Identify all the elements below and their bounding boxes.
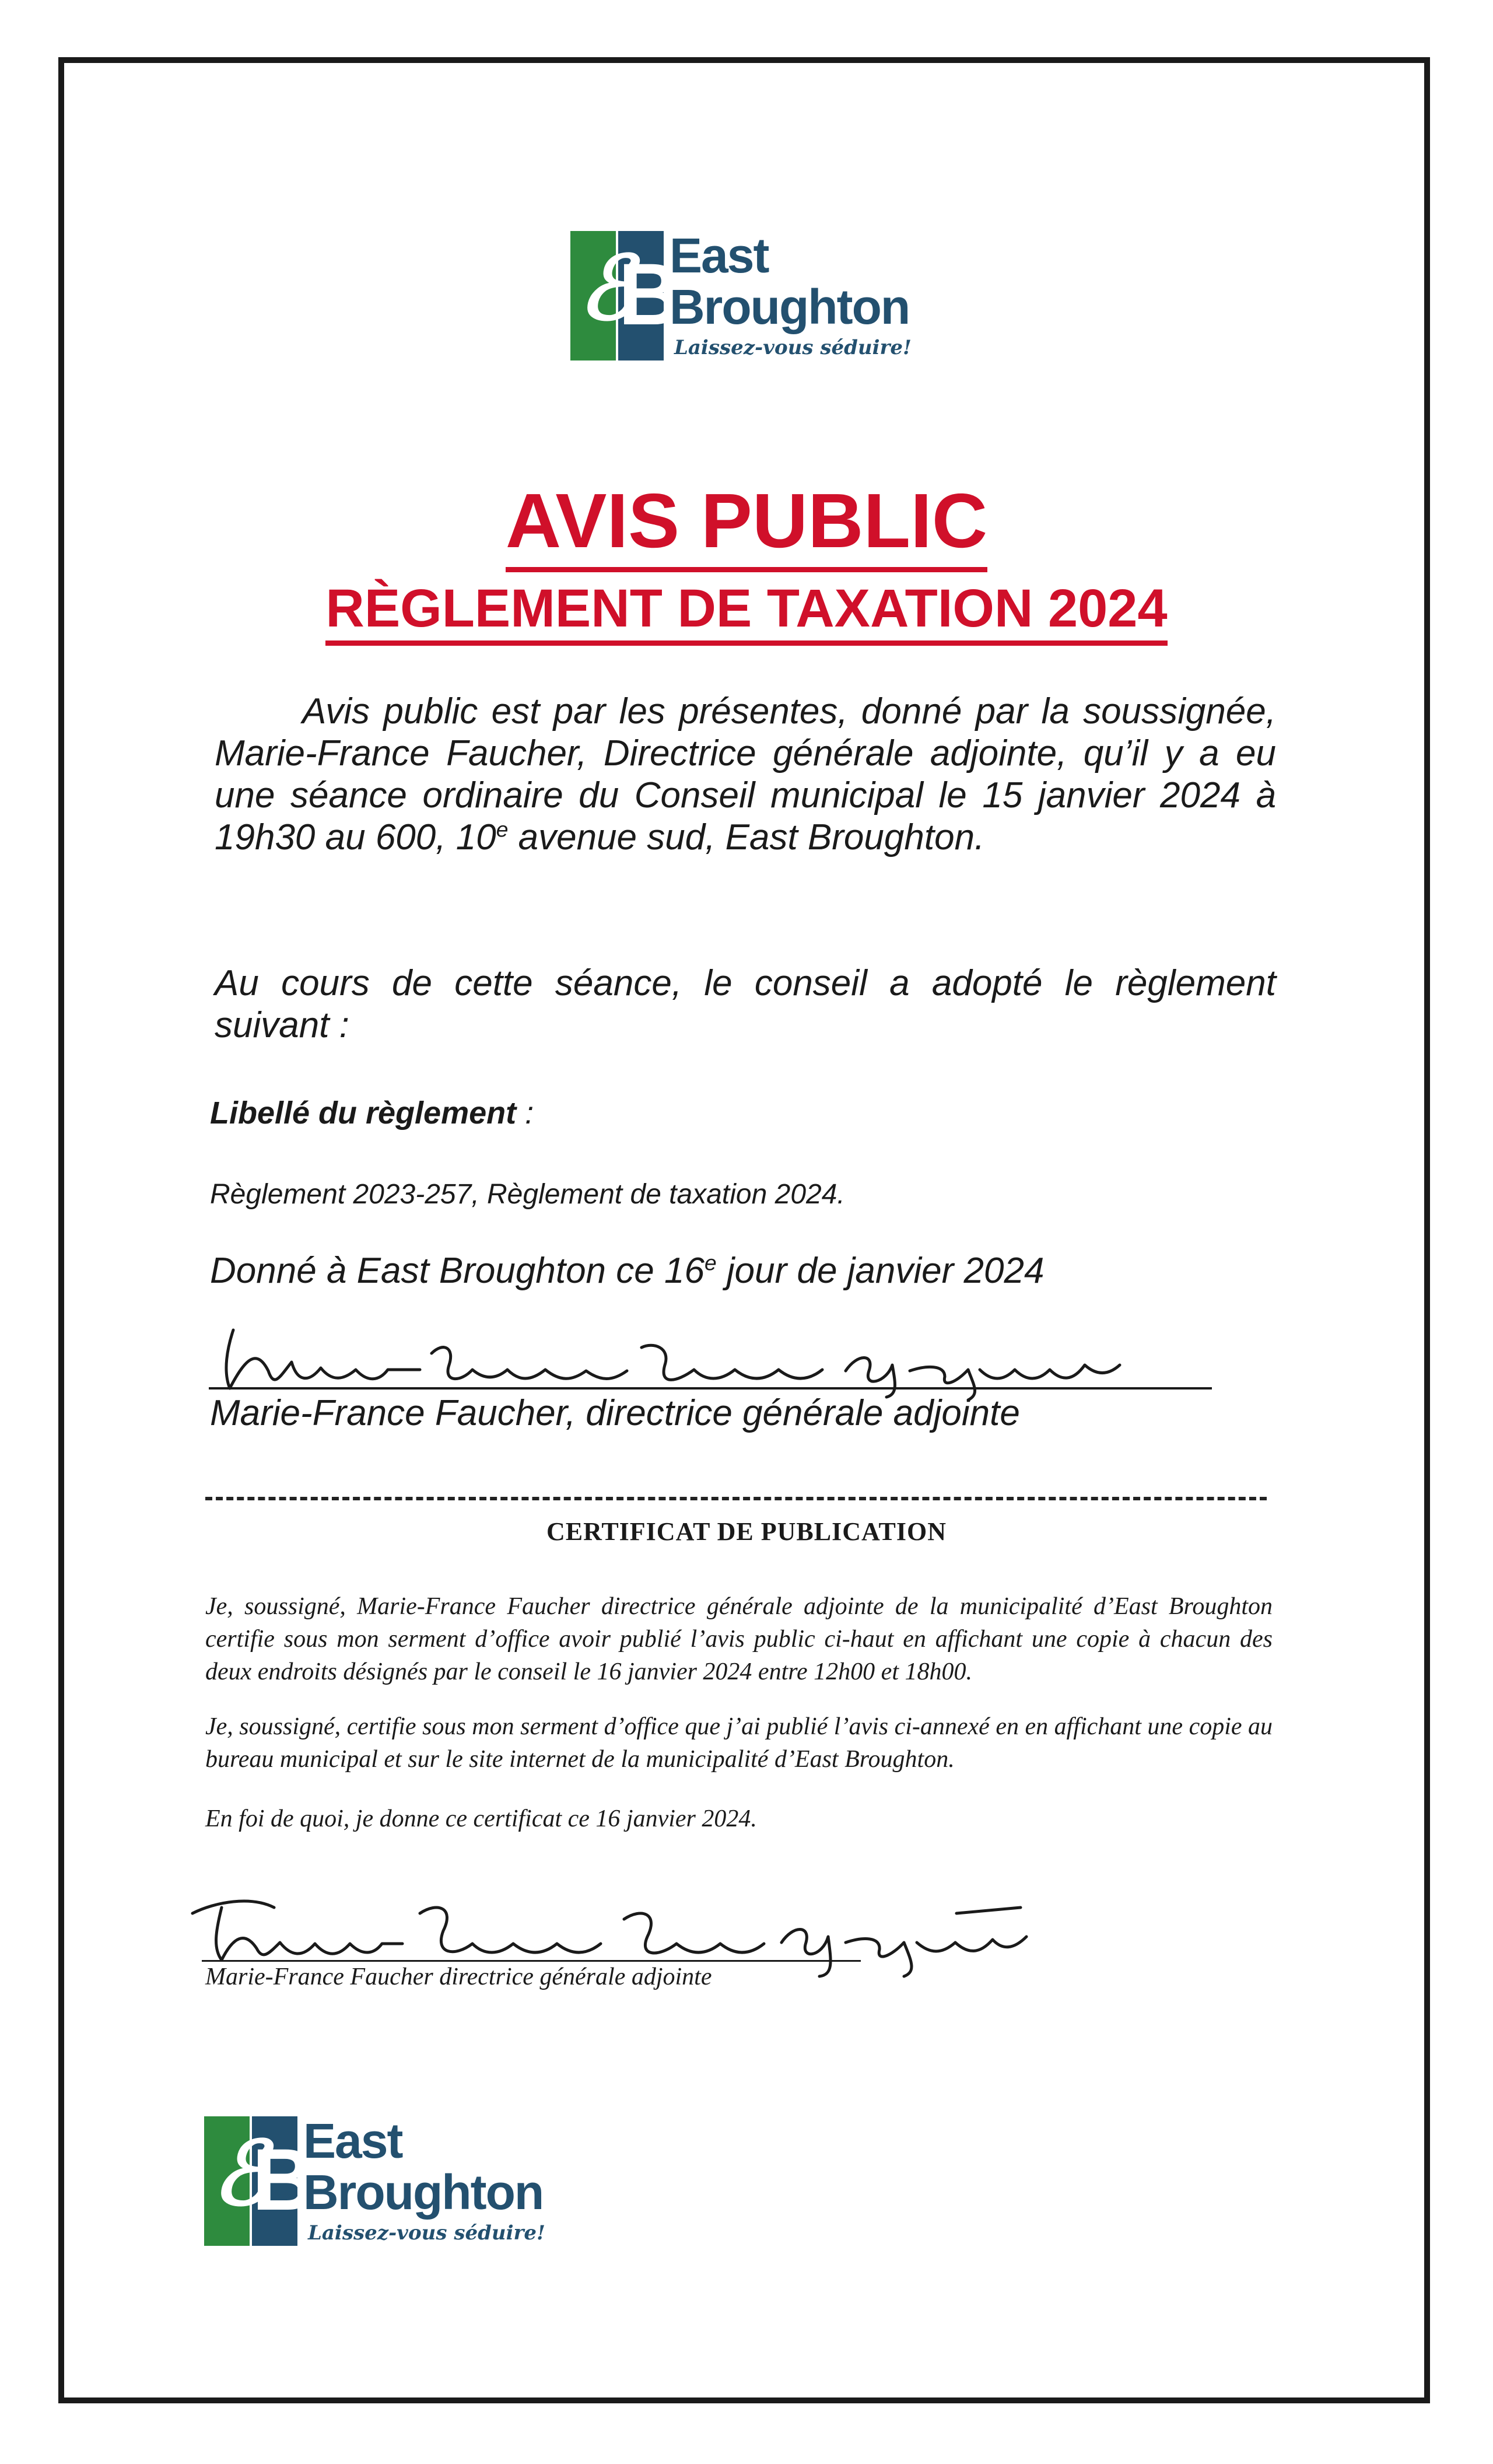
regulation-label: Libellé du règlement :	[210, 1096, 534, 1130]
logo-wordmark	[670, 228, 912, 362]
notice-title: AVIS PUBLIC	[0, 477, 1493, 572]
page-border	[58, 57, 1430, 2403]
logo-tagline: Laissez-vous séduire!	[308, 2221, 545, 2245]
certificate-paragraph-1: Je, soussigné, Marie-France Faucher directrice générale adjointe de la municipalité d’East Broughton certifie sous mon serment d’office avoir publié l’avis public ci-haut en affichant une copie à chacun des deux endroits désignés par le conseil le 16 janvier 2024 entre 12h00 et 18h00.	[205, 1593, 1273, 1685]
notice-paragraph-2: Au cours de cette séance, le conseil a adopté le règlement suivant :	[215, 963, 1276, 1045]
logo-eb-mark-icon	[204, 2116, 316, 2246]
logo-eb-mark-icon	[570, 231, 682, 360]
logo-name-line1: East	[670, 228, 769, 283]
signatory-name-2: Marie-France Faucher directrice générale adjointe	[205, 1964, 712, 1990]
logo-tagline: Laissez-vous séduire!	[674, 336, 912, 359]
given-date: Donné à East Broughton ce 16e jour de janvier 2024	[210, 1250, 1045, 1291]
handwritten-signature-1	[210, 1307, 1143, 1400]
logo-name-line2: Broughton	[303, 2165, 544, 2220]
svg-text:B: B	[618, 245, 682, 343]
logo-wordmark	[303, 2113, 545, 2247]
certificate-paragraph-2: Je, soussigné, certifie sous mon serment d’office que j’ai publié l’avis ci-annexé en en affichant une copie au bureau municipal et sur le site internet de la municipalité d’East Broughton.	[205, 1713, 1273, 1773]
certificate-paragraph-3: En foi de quoi, je donne ce certificat ce 16 janvier 2024.	[205, 1805, 757, 1832]
logo-top	[570, 228, 912, 362]
logo-name-line1: East	[303, 2113, 402, 2168]
certificate-title: CERTIFICAT DE PUBLICATION	[546, 1517, 947, 1546]
svg-text:ℰ: ℰ	[579, 241, 632, 338]
signature-line-1	[209, 1387, 1212, 1390]
svg-text:B: B	[252, 2130, 316, 2228]
logo-name-line2: Broughton	[670, 279, 910, 334]
svg-text:ℰ: ℰ	[212, 2126, 265, 2223]
signatory-name-1: Marie-France Faucher, directrice générale adjointe	[210, 1393, 1020, 1433]
dashed-separator	[205, 1497, 1267, 1500]
regulation-title: Règlement 2023-257, Règlement de taxation 2024.	[210, 1179, 845, 1210]
logo-bottom	[204, 2113, 545, 2247]
notice-paragraph-1: Avis public est par les présentes, donné par la soussignée, Marie-France Faucher, Directrice générale adjointe, qu’il y a eu une séance ordinaire du Conseil municipal le 15 janvier 2024 à 19h30 au 600, 10e avenue sud, East Broughton.	[215, 691, 1276, 858]
notice-subtitle: RÈGLEMENT DE TAXATION 2024	[0, 578, 1493, 646]
